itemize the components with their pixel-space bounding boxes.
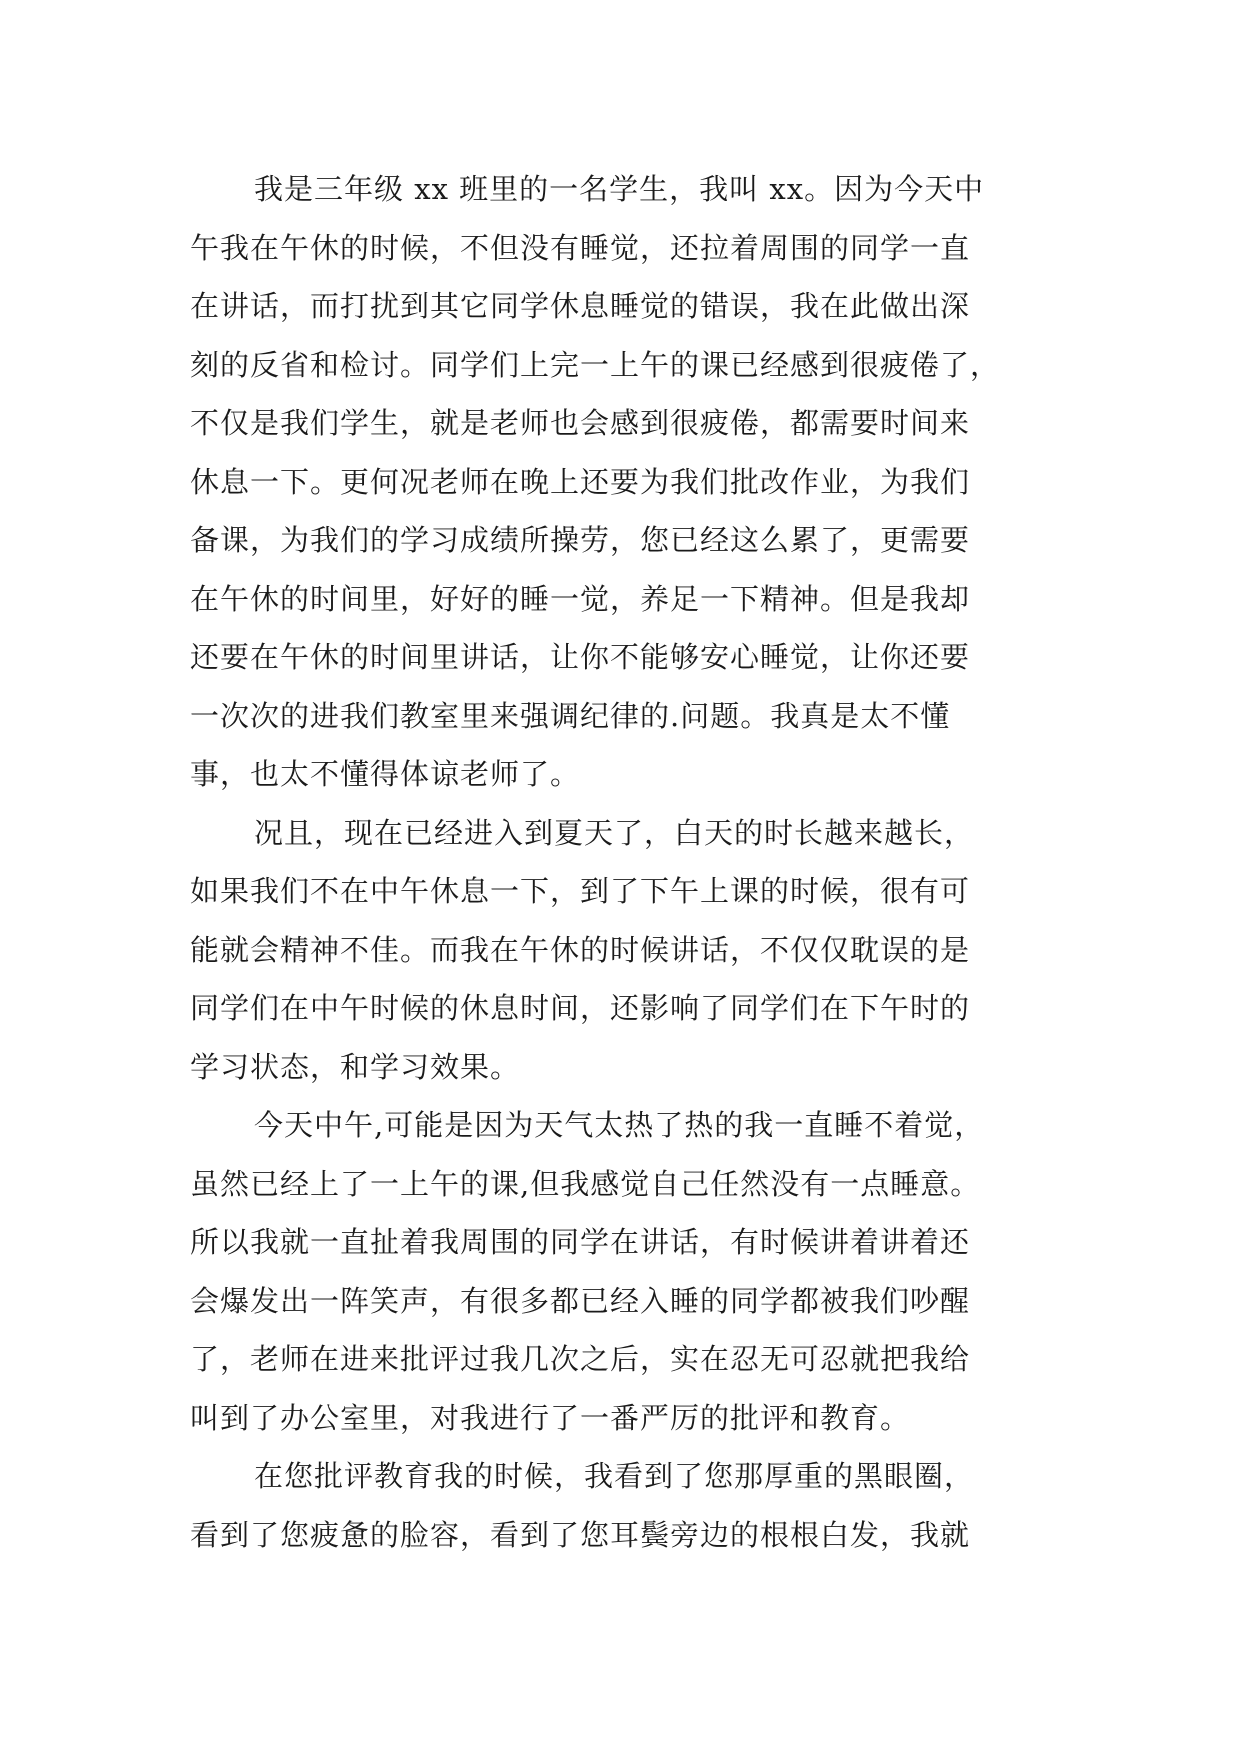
paragraph-2: [190, 804, 1060, 1097]
text-line: 叫到了办公室里，对我进行了一番严厉的批评和教育。: [190, 1400, 911, 1435]
text-line: 虽然已经上了一上午的课,但我感觉自己任然没有一点睡意。: [190, 1166, 981, 1201]
text-line: 事，也太不懂得体谅老师了。: [190, 757, 581, 791]
text-line: 了，老师在进来批评过我几次之后，实在忍无可忍就把我给: [190, 1342, 971, 1376]
text-line: 同学们在中午时候的休息时间，还影响了同学们在下午时的: [190, 991, 971, 1025]
paragraph-4: [190, 1447, 1060, 1564]
text-line: 备课，为我们的学习成绩所操劳，您已经这么累了，更需要: [190, 523, 971, 557]
text-line: 不仅是我们学生，就是老师也会感到很疲倦，都需要时间来: [190, 406, 971, 440]
text-line: 午我在午休的时候，不但没有睡觉，还拉着周围的同学一直: [190, 230, 971, 265]
text-line: 能就会精神不佳。而我在午休的时候讲话，不仅仅耽误的是: [190, 932, 971, 967]
text-line: 在讲话，而打扰到其它同学休息睡觉的错误，我在此做出深: [190, 289, 971, 323]
text-line: 我是三年级 xx 班里的一名学生，我叫 xx。因为今天中: [254, 172, 985, 206]
text-line: 如果我们不在中午休息一下，到了下午上课的时候，很有可: [190, 874, 971, 908]
text-line: 一次次的进我们教室里来强调纪律的.问题。我真是太不懂: [190, 698, 951, 733]
text-line: 学习状态，和学习效果。: [190, 1049, 521, 1084]
text-line: 在午休的时间里，好好的睡一觉，养足一下精神。但是我却: [190, 581, 971, 616]
text-line: 所以我就一直扯着我周围的同学在讲话，有时候讲着讲着还: [190, 1225, 971, 1259]
text-line: 今天中午,可能是因为天气太热了热的我一直睡不着觉，: [254, 1108, 985, 1142]
text-line: 刻的反省和检讨。同学们上完一上午的课已经感到很疲倦了，: [190, 347, 1001, 382]
text-line: 还要在午休的时间里讲话，让你不能够安心睡觉，让你还要: [190, 640, 971, 674]
text-line: 在您批评教育我的时候，我看到了您那厚重的黑眼圈，: [254, 1459, 975, 1493]
paragraph-3: [190, 1096, 1060, 1447]
text-line: 看到了您疲惫的脸容，看到了您耳鬓旁边的根根白发，我就: [190, 1517, 971, 1552]
text-line: 况且，现在已经进入到夏天了，白天的时长越来越长，: [254, 815, 975, 850]
paragraph-1: [190, 160, 1060, 804]
text-line: 会爆发出一阵笑声，有很多都已经入睡的同学都被我们吵醒: [190, 1283, 971, 1318]
text-line: 休息一下。更何况老师在晚上还要为我们批改作业，为我们: [190, 464, 971, 499]
document-body: [190, 160, 1060, 1564]
